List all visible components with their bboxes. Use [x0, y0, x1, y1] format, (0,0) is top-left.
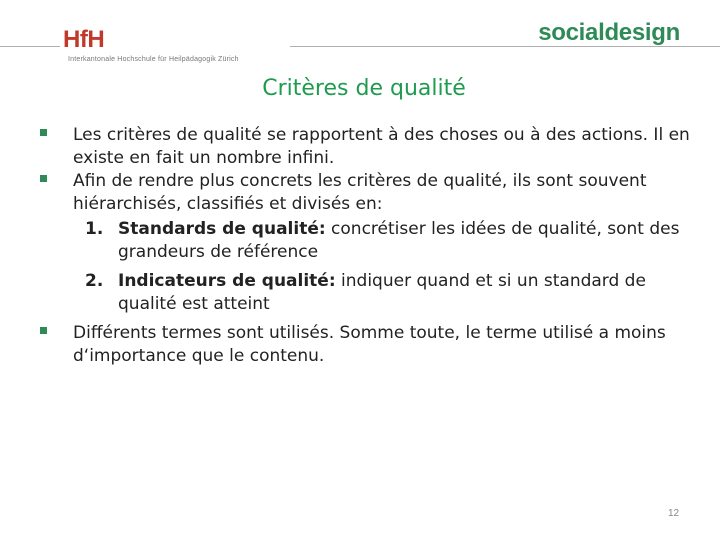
- bullet-item: [40, 170, 690, 216]
- slide-body: [40, 124, 690, 368]
- page-number: 12: [668, 508, 680, 519]
- bullet-item: [40, 124, 690, 170]
- numbered-list: [40, 218, 690, 316]
- item-term: Indicateurs de qualité:: [118, 271, 336, 291]
- bullet-square-icon: [40, 129, 47, 136]
- item-text: indiquer quand et si un standard de qualité est atteint: [118, 271, 646, 314]
- item-number: 2.: [85, 271, 104, 291]
- bullet-square-icon: [40, 175, 47, 182]
- item-number: 1.: [85, 219, 104, 239]
- bullet-text: Différents termes sont utilisés. Somme toute, le terme utilisé a moins d‘importance que le contenu.: [73, 323, 666, 366]
- hfh-logo: HfH: [63, 26, 105, 53]
- numbered-item: [85, 218, 690, 264]
- bullet-text: Les critères de qualité se rapportent à des choses ou à des actions. Il en existe en fait un nombre infini.: [73, 125, 690, 168]
- bullet-text: Afin de rendre plus concrets les critères de qualité, ils sont souvent hiérarchisés, classifiés et divisés en:: [73, 171, 647, 214]
- numbered-item: [85, 270, 690, 316]
- item-text: concrétiser les idées de qualité, sont des grandeurs de référence: [118, 219, 680, 262]
- bullet-square-icon: [40, 327, 47, 334]
- header-rule-left: [0, 46, 60, 47]
- bullet-item: [40, 322, 690, 368]
- slide-title: Critères de qualité: [262, 76, 466, 101]
- hfh-logo-subtitle: Interkantonale Hochschule für Heilpädagogik Zürich: [68, 56, 239, 63]
- socialdesign-logo: socialdesign: [538, 19, 680, 46]
- item-term: Standards de qualité:: [118, 219, 326, 239]
